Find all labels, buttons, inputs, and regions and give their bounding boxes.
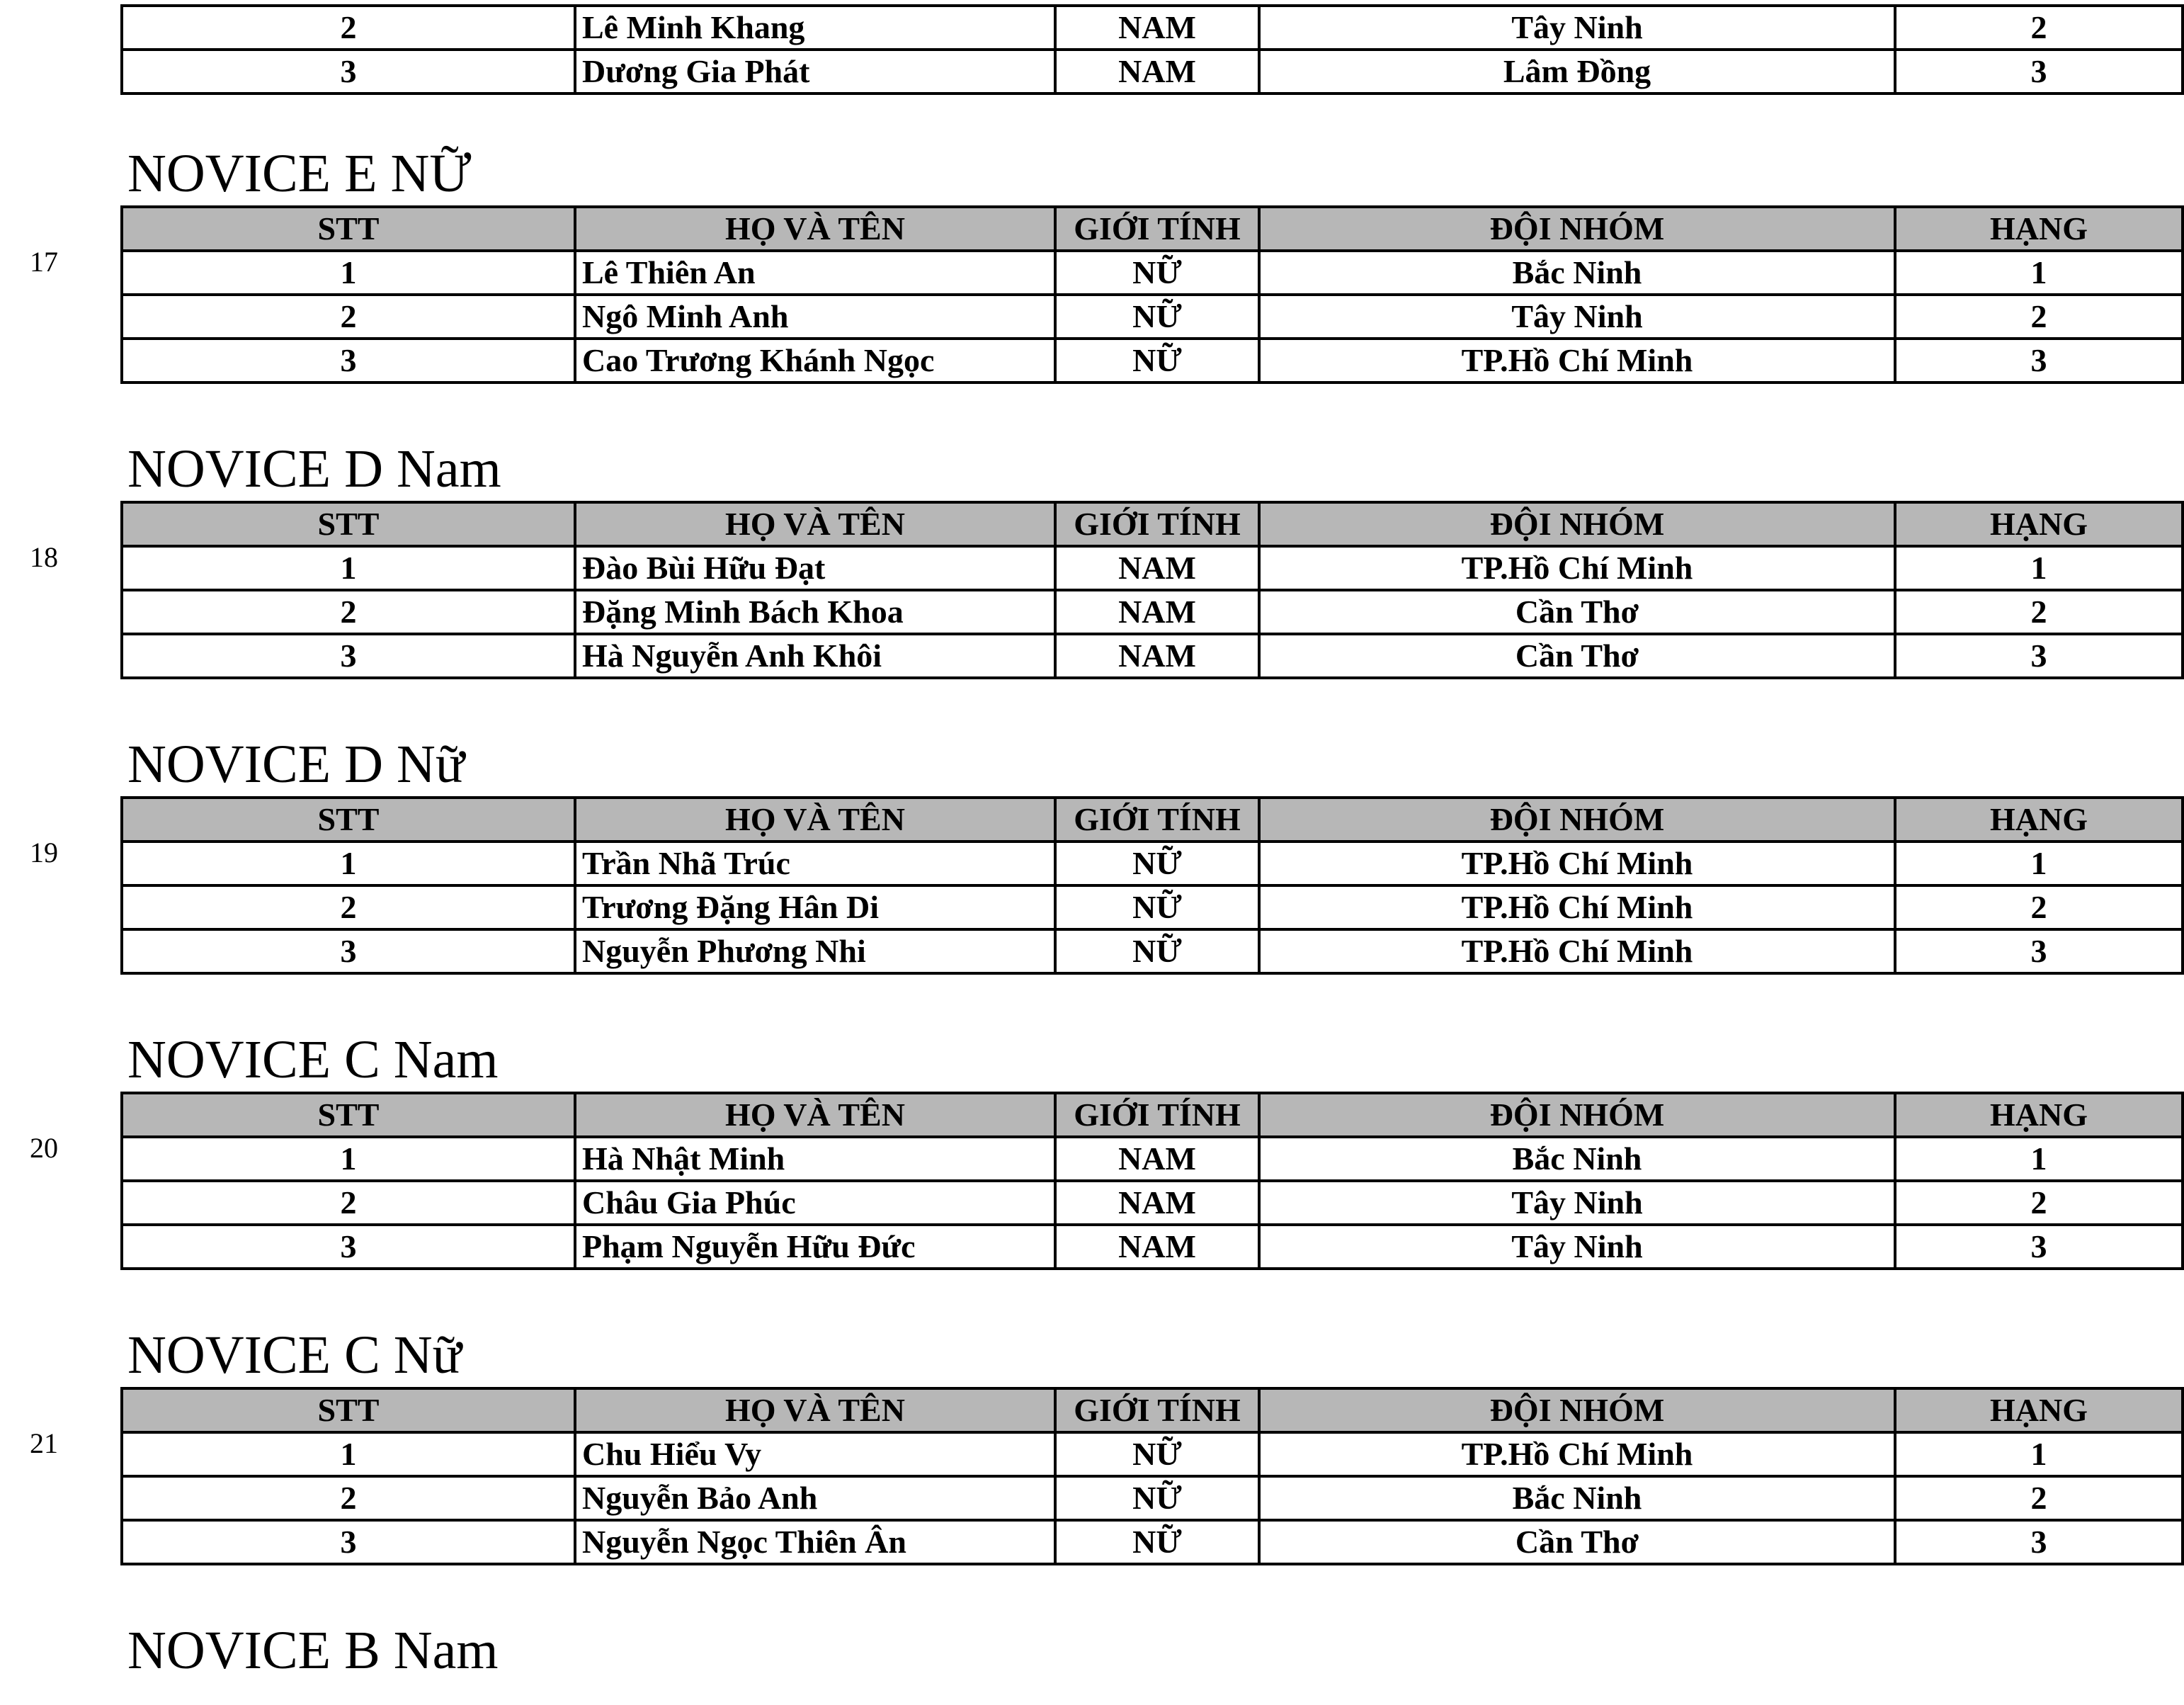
results-table (120, 1092, 2184, 1270)
rank-cell: 1 (1895, 1432, 2183, 1476)
table-row (122, 1476, 2183, 1520)
team-cell: Cần Thơ (1259, 590, 1895, 634)
results-table-partial (120, 4, 2184, 95)
gender-cell: NAM (1055, 50, 1259, 94)
header-name: HỌ VÀ TÊN (575, 798, 1055, 842)
name-cell: Trần Nhã Trúc (575, 842, 1055, 885)
gender-cell: NAM (1055, 1137, 1259, 1181)
name-cell: Nguyễn Phương Nhi (575, 929, 1055, 973)
header-name: HỌ VÀ TÊN (575, 502, 1055, 546)
header-rank: HẠNG (1895, 798, 2183, 842)
team-cell: Tây Ninh (1259, 1225, 1895, 1269)
team-cell: Tây Ninh (1259, 295, 1895, 339)
gender-cell: NỮ (1055, 842, 1259, 885)
table-row (122, 50, 2183, 94)
header-team: ĐỘI NHÓM (1259, 798, 1895, 842)
rank-cell: 3 (1895, 50, 2183, 94)
header-stt: STT (122, 1093, 575, 1137)
header-stt: STT (122, 207, 575, 251)
stt-cell: 2 (122, 1181, 575, 1225)
rank-cell: 3 (1895, 634, 2183, 678)
results-table (120, 796, 2184, 975)
row-number: 18 (30, 541, 58, 573)
section-title: NOVICE D Nữ (127, 735, 465, 794)
table-row (122, 1520, 2183, 1564)
stt-cell: 1 (122, 1432, 575, 1476)
name-cell: Lê Thiên An (575, 251, 1055, 295)
name-cell: Ngô Minh Anh (575, 295, 1055, 339)
section-title: NOVICE D Nam (127, 439, 501, 499)
name-cell: Hà Nguyễn Anh Khôi (575, 634, 1055, 678)
table-row (122, 634, 2183, 678)
team-cell: Cần Thơ (1259, 634, 1895, 678)
name-cell: Nguyễn Bảo Anh (575, 1476, 1055, 1520)
stt-cell: 1 (122, 546, 575, 590)
team-cell: TP.Hồ Chí Minh (1259, 1432, 1895, 1476)
gender-cell: NAM (1055, 634, 1259, 678)
gender-cell: NỮ (1055, 1432, 1259, 1476)
table-row (122, 929, 2183, 973)
gender-cell: NAM (1055, 6, 1259, 50)
header-name: HỌ VÀ TÊN (575, 1093, 1055, 1137)
gender-cell: NAM (1055, 1225, 1259, 1269)
table-row (122, 6, 2183, 50)
gender-cell: NỮ (1055, 295, 1259, 339)
team-cell: TP.Hồ Chí Minh (1259, 929, 1895, 973)
name-cell: Đặng Minh Bách Khoa (575, 590, 1055, 634)
header-gender: GIỚI TÍNH (1055, 798, 1259, 842)
gender-cell: NỮ (1055, 1476, 1259, 1520)
gender-cell: NỮ (1055, 251, 1259, 295)
gender-cell: NỮ (1055, 885, 1259, 929)
header-rank: HẠNG (1895, 1388, 2183, 1432)
header-rank: HẠNG (1895, 502, 2183, 546)
team-cell: Bắc Ninh (1259, 1476, 1895, 1520)
table-row (122, 1225, 2183, 1269)
table-row (122, 842, 2183, 885)
gender-cell: NAM (1055, 546, 1259, 590)
rank-cell: 2 (1895, 295, 2183, 339)
team-cell: Cần Thơ (1259, 1520, 1895, 1564)
name-cell: Châu Gia Phúc (575, 1181, 1055, 1225)
name-cell: Hà Nhật Minh (575, 1137, 1055, 1181)
table-header-row (122, 1093, 2183, 1137)
table-row (122, 339, 2183, 383)
rank-cell: 2 (1895, 590, 2183, 634)
rank-cell: 2 (1895, 1181, 2183, 1225)
rank-cell: 3 (1895, 929, 2183, 973)
stt-cell: 2 (122, 1476, 575, 1520)
table-row (122, 885, 2183, 929)
row-number: 17 (30, 246, 58, 278)
results-table (120, 501, 2184, 679)
header-team: ĐỘI NHÓM (1259, 1388, 1895, 1432)
table-row (122, 1432, 2183, 1476)
rank-cell: 2 (1895, 885, 2183, 929)
gender-cell: NAM (1055, 590, 1259, 634)
rank-cell: 1 (1895, 251, 2183, 295)
rank-cell: 2 (1895, 6, 2183, 50)
section-title: NOVICE C Nam (127, 1030, 499, 1089)
stt-cell: 2 (122, 295, 575, 339)
gender-cell: NỮ (1055, 1520, 1259, 1564)
team-cell: TP.Hồ Chí Minh (1259, 339, 1895, 383)
rank-cell: 1 (1895, 546, 2183, 590)
header-gender: GIỚI TÍNH (1055, 502, 1259, 546)
row-number: 21 (30, 1427, 58, 1459)
team-cell: Lâm Đồng (1259, 50, 1895, 94)
name-cell: Nguyễn Ngọc Thiên Ân (575, 1520, 1055, 1564)
stt-cell: 1 (122, 1137, 575, 1181)
stt-cell: 3 (122, 929, 575, 973)
gender-cell: NAM (1055, 1181, 1259, 1225)
results-table (120, 205, 2184, 384)
stt-cell: 3 (122, 1225, 575, 1269)
table-row (122, 1181, 2183, 1225)
row-number: 19 (30, 837, 58, 868)
team-cell: TP.Hồ Chí Minh (1259, 546, 1895, 590)
stt-cell: 3 (122, 50, 575, 94)
gender-cell: NỮ (1055, 929, 1259, 973)
team-cell: Bắc Ninh (1259, 251, 1895, 295)
header-team: ĐỘI NHÓM (1259, 502, 1895, 546)
name-cell: Phạm Nguyễn Hữu Đức (575, 1225, 1055, 1269)
header-team: ĐỘI NHÓM (1259, 1093, 1895, 1137)
stt-cell: 2 (122, 590, 575, 634)
stt-cell: 1 (122, 251, 575, 295)
section-title: NOVICE C Nữ (127, 1325, 462, 1385)
stt-cell: 2 (122, 6, 575, 50)
header-gender: GIỚI TÍNH (1055, 207, 1259, 251)
stt-cell: 3 (122, 634, 575, 678)
header-rank: HẠNG (1895, 1093, 2183, 1137)
header-stt: STT (122, 1388, 575, 1432)
name-cell: Trương Đặng Hân Di (575, 885, 1055, 929)
team-cell: Tây Ninh (1259, 1181, 1895, 1225)
header-gender: GIỚI TÍNH (1055, 1388, 1259, 1432)
header-name: HỌ VÀ TÊN (575, 207, 1055, 251)
table-header-row (122, 207, 2183, 251)
table-header-row (122, 1388, 2183, 1432)
header-rank: HẠNG (1895, 207, 2183, 251)
header-gender: GIỚI TÍNH (1055, 1093, 1259, 1137)
rank-cell: 2 (1895, 1476, 2183, 1520)
name-cell: Lê Minh Khang (575, 6, 1055, 50)
table-header-row (122, 798, 2183, 842)
rank-cell: 1 (1895, 842, 2183, 885)
name-cell: Dương Gia Phát (575, 50, 1055, 94)
rank-cell: 3 (1895, 1520, 2183, 1564)
stt-cell: 1 (122, 842, 575, 885)
results-table (120, 1387, 2184, 1565)
header-stt: STT (122, 502, 575, 546)
row-number: 20 (30, 1132, 58, 1164)
table-row (122, 295, 2183, 339)
name-cell: Đào Bùi Hữu Đạt (575, 546, 1055, 590)
stt-cell: 2 (122, 885, 575, 929)
name-cell: Cao Trương Khánh Ngọc (575, 339, 1055, 383)
header-stt: STT (122, 798, 575, 842)
header-name: HỌ VÀ TÊN (575, 1388, 1055, 1432)
table-row (122, 546, 2183, 590)
team-cell: TP.Hồ Chí Minh (1259, 885, 1895, 929)
section-title: NOVICE E NỮ (127, 144, 472, 203)
table-row (122, 251, 2183, 295)
table-row (122, 1137, 2183, 1181)
name-cell: Chu Hiểu Vy (575, 1432, 1055, 1476)
section-title: NOVICE B Nam (127, 1621, 499, 1680)
team-cell: Bắc Ninh (1259, 1137, 1895, 1181)
table-row (122, 590, 2183, 634)
rank-cell: 1 (1895, 1137, 2183, 1181)
gender-cell: NỮ (1055, 339, 1259, 383)
rank-cell: 3 (1895, 339, 2183, 383)
stt-cell: 3 (122, 339, 575, 383)
team-cell: TP.Hồ Chí Minh (1259, 842, 1895, 885)
team-cell: Tây Ninh (1259, 6, 1895, 50)
stt-cell: 3 (122, 1520, 575, 1564)
header-team: ĐỘI NHÓM (1259, 207, 1895, 251)
rank-cell: 3 (1895, 1225, 2183, 1269)
table-header-row (122, 502, 2183, 546)
